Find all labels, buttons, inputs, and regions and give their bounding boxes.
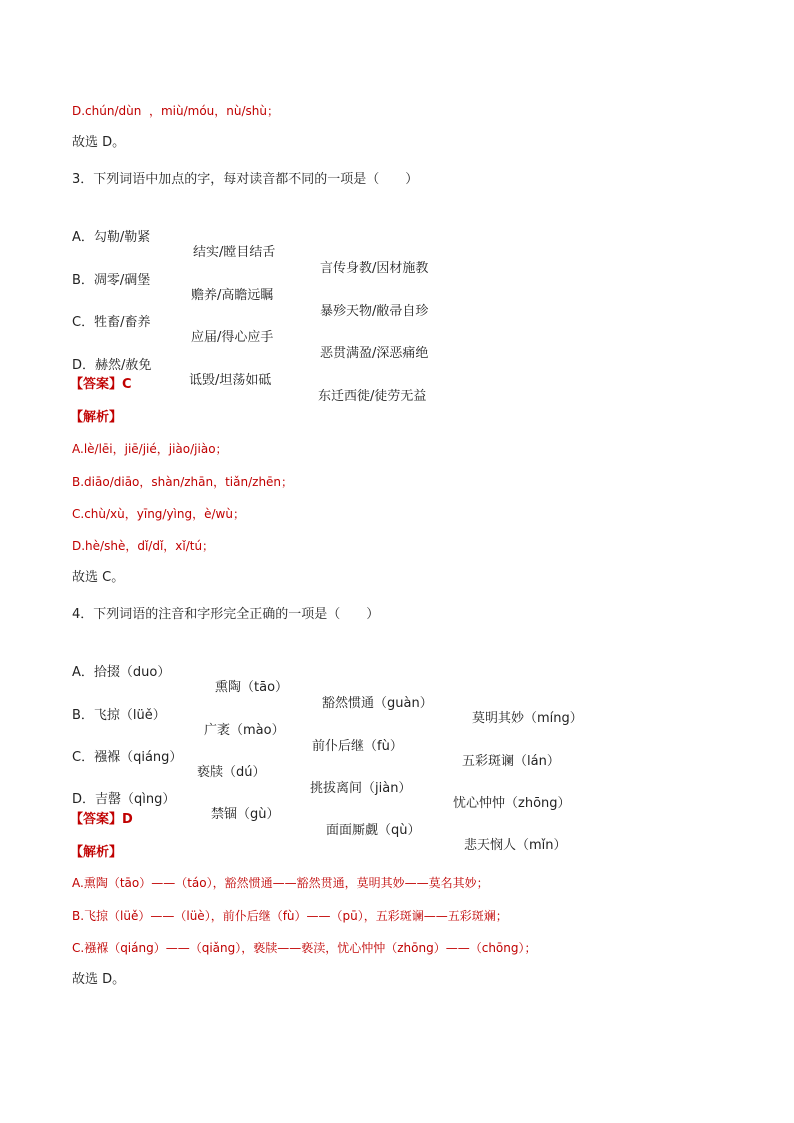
q4-analysis-c: C.襁褓（qiáng）——（qiǎng），亵牍——亵渎，忧心忡忡（zhōng）——（chōng）； (72, 941, 537, 955)
q3-option-a-item-1: 结实/瞠目结舌 (193, 245, 276, 261)
q4-option-a-label: A．拾掇（duo） (72, 664, 171, 680)
q4-conclusion: 故选 D。 (72, 972, 126, 987)
q3-conclusion: 故选 C。 (72, 570, 125, 585)
q4-answer: 【答案】D (70, 812, 133, 827)
q4-option-c-item-2: 挑拔离间（jiàn） (310, 780, 412, 796)
q3-analysis-title: 【解析】 (70, 410, 123, 425)
q4-option-a-item-2: 豁然惯通（guàn） (322, 695, 433, 711)
q3-analysis-c: C.chù/xù，yīng/yìng，è/wù； (72, 507, 245, 521)
q3-answer: 【答案】C (70, 377, 132, 392)
q3-option-a-label: A．勾勒/勒紧 (72, 229, 151, 245)
q4-option-c-item-1: 亵牍（dú） (197, 765, 266, 781)
q2-conclusion: 故选 D。 (72, 135, 126, 150)
q3-option-b-item-2: 暴殄天物/敝帚自珍 (320, 303, 429, 319)
q4-option-d-item-3: 悲天悯人（mǐn） (464, 838, 567, 854)
q3-option-c-label: C．牲畜/畜养 (72, 314, 151, 330)
q3-option-b-label: B．凋零/碉堡 (72, 272, 151, 288)
q4-analysis-title: 【解析】 (70, 845, 123, 860)
q4-option-c-label: C．襁褓（qiáng） (72, 749, 183, 765)
q4-option-d-label: D．吉罄（qìng） (72, 791, 176, 807)
q3-analysis-b: B.diāo/diāo，shàn/zhān，tiǎn/zhēn； (72, 475, 294, 489)
q3-stem: 3．下列词语中加点的字，每对读音都不同的一项是（ ） (72, 172, 419, 187)
q4-option-a-item-3: 莫明其妙（míng） (472, 711, 583, 727)
q4-analysis-a: A.熏陶（tāo）——（táo），豁然惯通——豁然贯通，莫明其妙——莫名其妙； (72, 876, 489, 890)
q4-option-a-item-1: 熏陶（tāo） (215, 680, 289, 696)
q2-analysis-d: D.chún/dùn ，miù/móu，nù/shù； (72, 104, 279, 118)
q4-option-d-item-1: 禁锢（gù） (211, 807, 280, 823)
q3-option-d-label: D．赫然/赦免 (72, 357, 152, 373)
q4-option-b-item-1: 广袤（mào） (204, 723, 285, 739)
q4-option-b-label: B．飞掠（lüě） (72, 707, 166, 723)
q3-option-d-item-2: 东迁西徙/徒劳无益 (318, 388, 427, 404)
q3-analysis-d: D.hè/shè，dǐ/dǐ，xǐ/tú； (72, 539, 215, 553)
q3-option-a-item-2: 言传身教/因材施教 (320, 260, 429, 276)
q3-option-d-item-1: 诋毁/坦荡如砥 (189, 373, 272, 389)
q3-option-c-item-2: 恶贯满盈/深恶痛绝 (320, 345, 429, 361)
q4-option-b-item-3: 五彩斑谰（lán） (462, 754, 560, 770)
q4-option-d-item-2: 面面厮觑（qù） (326, 822, 421, 838)
q4-option-b-item-2: 前仆后继（fù） (312, 738, 403, 754)
q3-option-c-item-1: 应届/得心应手 (191, 330, 274, 346)
q4-stem: 4．下列词语的注音和字形完全正确的一项是（ ） (72, 607, 380, 622)
q3-option-b-item-1: 赡养/高瞻远瞩 (191, 288, 274, 304)
q4-analysis-b: B.飞掠（lüě）——（lüè），前仆后继（fù）——（pū），五彩斑谰——五彩斑斓； (72, 909, 508, 923)
q4-option-c-item-3: 忧心忡忡（zhōng） (453, 796, 571, 812)
q3-analysis-a: A.lè/lēi，jiē/jié，jiào/jiào； (72, 442, 228, 456)
